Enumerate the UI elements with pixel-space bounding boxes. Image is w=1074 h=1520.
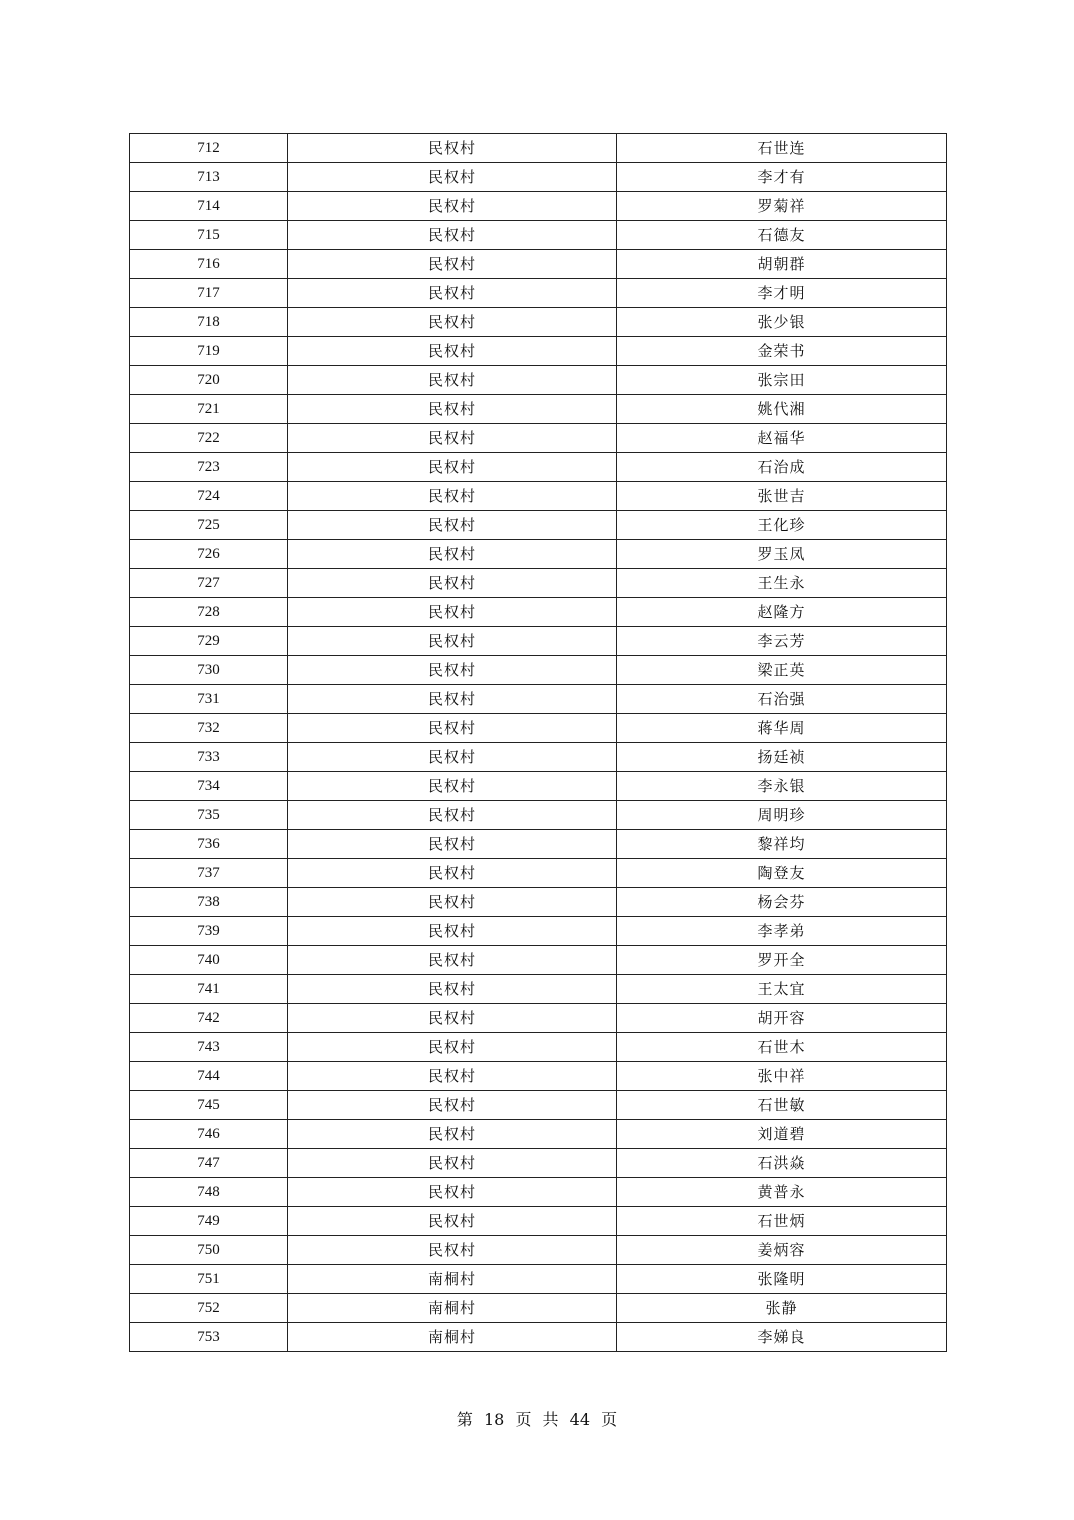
person-name-cell: 周明珍 bbox=[617, 801, 947, 830]
village-cell: 南桐村 bbox=[288, 1265, 617, 1294]
row-number-cell: 733 bbox=[130, 743, 288, 772]
village-cell: 民权村 bbox=[288, 221, 617, 250]
village-cell: 民权村 bbox=[288, 395, 617, 424]
person-name-cell: 陶登友 bbox=[617, 859, 947, 888]
row-number-cell: 742 bbox=[130, 1004, 288, 1033]
page-footer bbox=[0, 1408, 1074, 1432]
village-cell: 民权村 bbox=[288, 946, 617, 975]
row-number-cell: 714 bbox=[130, 192, 288, 221]
row-number-cell: 748 bbox=[130, 1178, 288, 1207]
person-name-cell: 张中祥 bbox=[617, 1062, 947, 1091]
table-row bbox=[130, 743, 947, 772]
row-number-cell: 753 bbox=[130, 1323, 288, 1352]
footer-page-word: 页 bbox=[515, 1410, 532, 1429]
village-cell: 民权村 bbox=[288, 1207, 617, 1236]
row-number-cell: 735 bbox=[130, 801, 288, 830]
table-row bbox=[130, 221, 947, 250]
table-row bbox=[130, 946, 947, 975]
person-name-cell: 王生永 bbox=[617, 569, 947, 598]
table-row bbox=[130, 279, 947, 308]
row-number-cell: 723 bbox=[130, 453, 288, 482]
row-number-cell: 750 bbox=[130, 1236, 288, 1265]
person-name-cell: 石世木 bbox=[617, 1033, 947, 1062]
row-number-cell: 752 bbox=[130, 1294, 288, 1323]
person-name-cell: 黎祥均 bbox=[617, 830, 947, 859]
person-name-cell: 王化珍 bbox=[617, 511, 947, 540]
row-number-cell: 743 bbox=[130, 1033, 288, 1062]
person-name-cell: 赵隆方 bbox=[617, 598, 947, 627]
village-cell: 民权村 bbox=[288, 250, 617, 279]
table-row bbox=[130, 801, 947, 830]
row-number-cell: 726 bbox=[130, 540, 288, 569]
table-row bbox=[130, 192, 947, 221]
person-name-cell: 李孝弟 bbox=[617, 917, 947, 946]
table-row bbox=[130, 482, 947, 511]
table-row bbox=[130, 395, 947, 424]
village-cell: 民权村 bbox=[288, 163, 617, 192]
row-number-cell: 720 bbox=[130, 366, 288, 395]
village-cell: 民权村 bbox=[288, 1062, 617, 1091]
row-number-cell: 746 bbox=[130, 1120, 288, 1149]
village-cell: 民权村 bbox=[288, 975, 617, 1004]
person-name-cell: 王太宜 bbox=[617, 975, 947, 1004]
village-cell: 民权村 bbox=[288, 192, 617, 221]
table-row bbox=[130, 453, 947, 482]
row-number-cell: 739 bbox=[130, 917, 288, 946]
table-row bbox=[130, 1149, 947, 1178]
table-row bbox=[130, 1033, 947, 1062]
row-number-cell: 749 bbox=[130, 1207, 288, 1236]
table-row bbox=[130, 1207, 947, 1236]
village-cell: 民权村 bbox=[288, 1033, 617, 1062]
table-row bbox=[130, 917, 947, 946]
row-number-cell: 717 bbox=[130, 279, 288, 308]
row-number-cell: 725 bbox=[130, 511, 288, 540]
row-number-cell: 727 bbox=[130, 569, 288, 598]
table-row bbox=[130, 569, 947, 598]
row-number-cell: 728 bbox=[130, 598, 288, 627]
village-cell: 民权村 bbox=[288, 424, 617, 453]
village-cell: 民权村 bbox=[288, 714, 617, 743]
person-name-cell: 石德友 bbox=[617, 221, 947, 250]
person-name-cell: 罗玉凤 bbox=[617, 540, 947, 569]
footer-current-page: 18 bbox=[483, 1410, 505, 1429]
table-row bbox=[130, 656, 947, 685]
row-number-cell: 751 bbox=[130, 1265, 288, 1294]
roster-table bbox=[129, 133, 947, 1352]
person-name-cell: 黄普永 bbox=[617, 1178, 947, 1207]
table-row bbox=[130, 1091, 947, 1120]
village-cell: 民权村 bbox=[288, 511, 617, 540]
village-cell: 民权村 bbox=[288, 1004, 617, 1033]
table-row bbox=[130, 1236, 947, 1265]
row-number-cell: 736 bbox=[130, 830, 288, 859]
village-cell: 民权村 bbox=[288, 1091, 617, 1120]
row-number-cell: 738 bbox=[130, 888, 288, 917]
village-cell: 民权村 bbox=[288, 685, 617, 714]
footer-suffix: 页 bbox=[601, 1410, 618, 1429]
table-row bbox=[130, 540, 947, 569]
village-cell: 民权村 bbox=[288, 859, 617, 888]
person-name-cell: 石治强 bbox=[617, 685, 947, 714]
village-cell: 民权村 bbox=[288, 801, 617, 830]
person-name-cell: 姜炳容 bbox=[617, 1236, 947, 1265]
row-number-cell: 740 bbox=[130, 946, 288, 975]
row-number-cell: 729 bbox=[130, 627, 288, 656]
village-cell: 民权村 bbox=[288, 540, 617, 569]
village-cell: 民权村 bbox=[288, 656, 617, 685]
person-name-cell: 罗开全 bbox=[617, 946, 947, 975]
person-name-cell: 扬廷祯 bbox=[617, 743, 947, 772]
table-row bbox=[130, 1294, 947, 1323]
person-name-cell: 梁正英 bbox=[617, 656, 947, 685]
village-cell: 民权村 bbox=[288, 627, 617, 656]
footer-total-word: 共 bbox=[542, 1410, 559, 1429]
table-row bbox=[130, 830, 947, 859]
person-name-cell: 张世吉 bbox=[617, 482, 947, 511]
village-cell: 民权村 bbox=[288, 482, 617, 511]
table-row bbox=[130, 859, 947, 888]
village-cell: 民权村 bbox=[288, 1120, 617, 1149]
table-row bbox=[130, 163, 947, 192]
person-name-cell: 杨会芬 bbox=[617, 888, 947, 917]
row-number-cell: 715 bbox=[130, 221, 288, 250]
person-name-cell: 张隆明 bbox=[617, 1265, 947, 1294]
row-number-cell: 716 bbox=[130, 250, 288, 279]
village-cell: 南桐村 bbox=[288, 1294, 617, 1323]
person-name-cell: 石洪焱 bbox=[617, 1149, 947, 1178]
table-row bbox=[130, 366, 947, 395]
person-name-cell: 赵福华 bbox=[617, 424, 947, 453]
table-row bbox=[130, 250, 947, 279]
village-cell: 民权村 bbox=[288, 279, 617, 308]
row-number-cell: 744 bbox=[130, 1062, 288, 1091]
table-row bbox=[130, 134, 947, 163]
village-cell: 民权村 bbox=[288, 134, 617, 163]
table-row bbox=[130, 1120, 947, 1149]
footer-total-pages: 44 bbox=[569, 1410, 591, 1429]
person-name-cell: 金荣书 bbox=[617, 337, 947, 366]
table-row bbox=[130, 1178, 947, 1207]
person-name-cell: 胡开容 bbox=[617, 1004, 947, 1033]
row-number-cell: 721 bbox=[130, 395, 288, 424]
person-name-cell: 李娣良 bbox=[617, 1323, 947, 1352]
table-row bbox=[130, 627, 947, 656]
roster-table-body bbox=[130, 134, 947, 1352]
row-number-cell: 741 bbox=[130, 975, 288, 1004]
row-number-cell: 718 bbox=[130, 308, 288, 337]
person-name-cell: 刘道碧 bbox=[617, 1120, 947, 1149]
table-row bbox=[130, 1004, 947, 1033]
table-row bbox=[130, 308, 947, 337]
village-cell: 民权村 bbox=[288, 366, 617, 395]
person-name-cell: 李云芳 bbox=[617, 627, 947, 656]
row-number-cell: 719 bbox=[130, 337, 288, 366]
village-cell: 民权村 bbox=[288, 1178, 617, 1207]
table-row bbox=[130, 685, 947, 714]
village-cell: 南桐村 bbox=[288, 1323, 617, 1352]
table-row bbox=[130, 714, 947, 743]
row-number-cell: 731 bbox=[130, 685, 288, 714]
person-name-cell: 石世敏 bbox=[617, 1091, 947, 1120]
person-name-cell: 石世炳 bbox=[617, 1207, 947, 1236]
table-row bbox=[130, 1062, 947, 1091]
table-row bbox=[130, 888, 947, 917]
village-cell: 民权村 bbox=[288, 453, 617, 482]
person-name-cell: 石世连 bbox=[617, 134, 947, 163]
row-number-cell: 737 bbox=[130, 859, 288, 888]
person-name-cell: 李永银 bbox=[617, 772, 947, 801]
person-name-cell: 胡朝群 bbox=[617, 250, 947, 279]
row-number-cell: 734 bbox=[130, 772, 288, 801]
row-number-cell: 730 bbox=[130, 656, 288, 685]
village-cell: 民权村 bbox=[288, 308, 617, 337]
person-name-cell: 李才明 bbox=[617, 279, 947, 308]
person-name-cell: 张静 bbox=[617, 1294, 947, 1323]
row-number-cell: 747 bbox=[130, 1149, 288, 1178]
person-name-cell: 李才有 bbox=[617, 163, 947, 192]
person-name-cell: 张宗田 bbox=[617, 366, 947, 395]
table-row bbox=[130, 975, 947, 1004]
table-row bbox=[130, 337, 947, 366]
person-name-cell: 蒋华周 bbox=[617, 714, 947, 743]
village-cell: 民权村 bbox=[288, 1236, 617, 1265]
table-row bbox=[130, 772, 947, 801]
village-cell: 民权村 bbox=[288, 917, 617, 946]
row-number-cell: 724 bbox=[130, 482, 288, 511]
person-name-cell: 罗菊祥 bbox=[617, 192, 947, 221]
row-number-cell: 732 bbox=[130, 714, 288, 743]
village-cell: 民权村 bbox=[288, 772, 617, 801]
table-row bbox=[130, 511, 947, 540]
row-number-cell: 722 bbox=[130, 424, 288, 453]
person-name-cell: 姚代湘 bbox=[617, 395, 947, 424]
row-number-cell: 713 bbox=[130, 163, 288, 192]
table-row bbox=[130, 598, 947, 627]
footer-prefix: 第 bbox=[456, 1410, 473, 1429]
village-cell: 民权村 bbox=[288, 337, 617, 366]
person-name-cell: 石治成 bbox=[617, 453, 947, 482]
village-cell: 民权村 bbox=[288, 598, 617, 627]
village-cell: 民权村 bbox=[288, 743, 617, 772]
row-number-cell: 745 bbox=[130, 1091, 288, 1120]
table-row bbox=[130, 424, 947, 453]
village-cell: 民权村 bbox=[288, 830, 617, 859]
person-name-cell: 张少银 bbox=[617, 308, 947, 337]
village-cell: 民权村 bbox=[288, 569, 617, 598]
village-cell: 民权村 bbox=[288, 888, 617, 917]
table-row bbox=[130, 1265, 947, 1294]
village-cell: 民权村 bbox=[288, 1149, 617, 1178]
row-number-cell: 712 bbox=[130, 134, 288, 163]
table-row bbox=[130, 1323, 947, 1352]
